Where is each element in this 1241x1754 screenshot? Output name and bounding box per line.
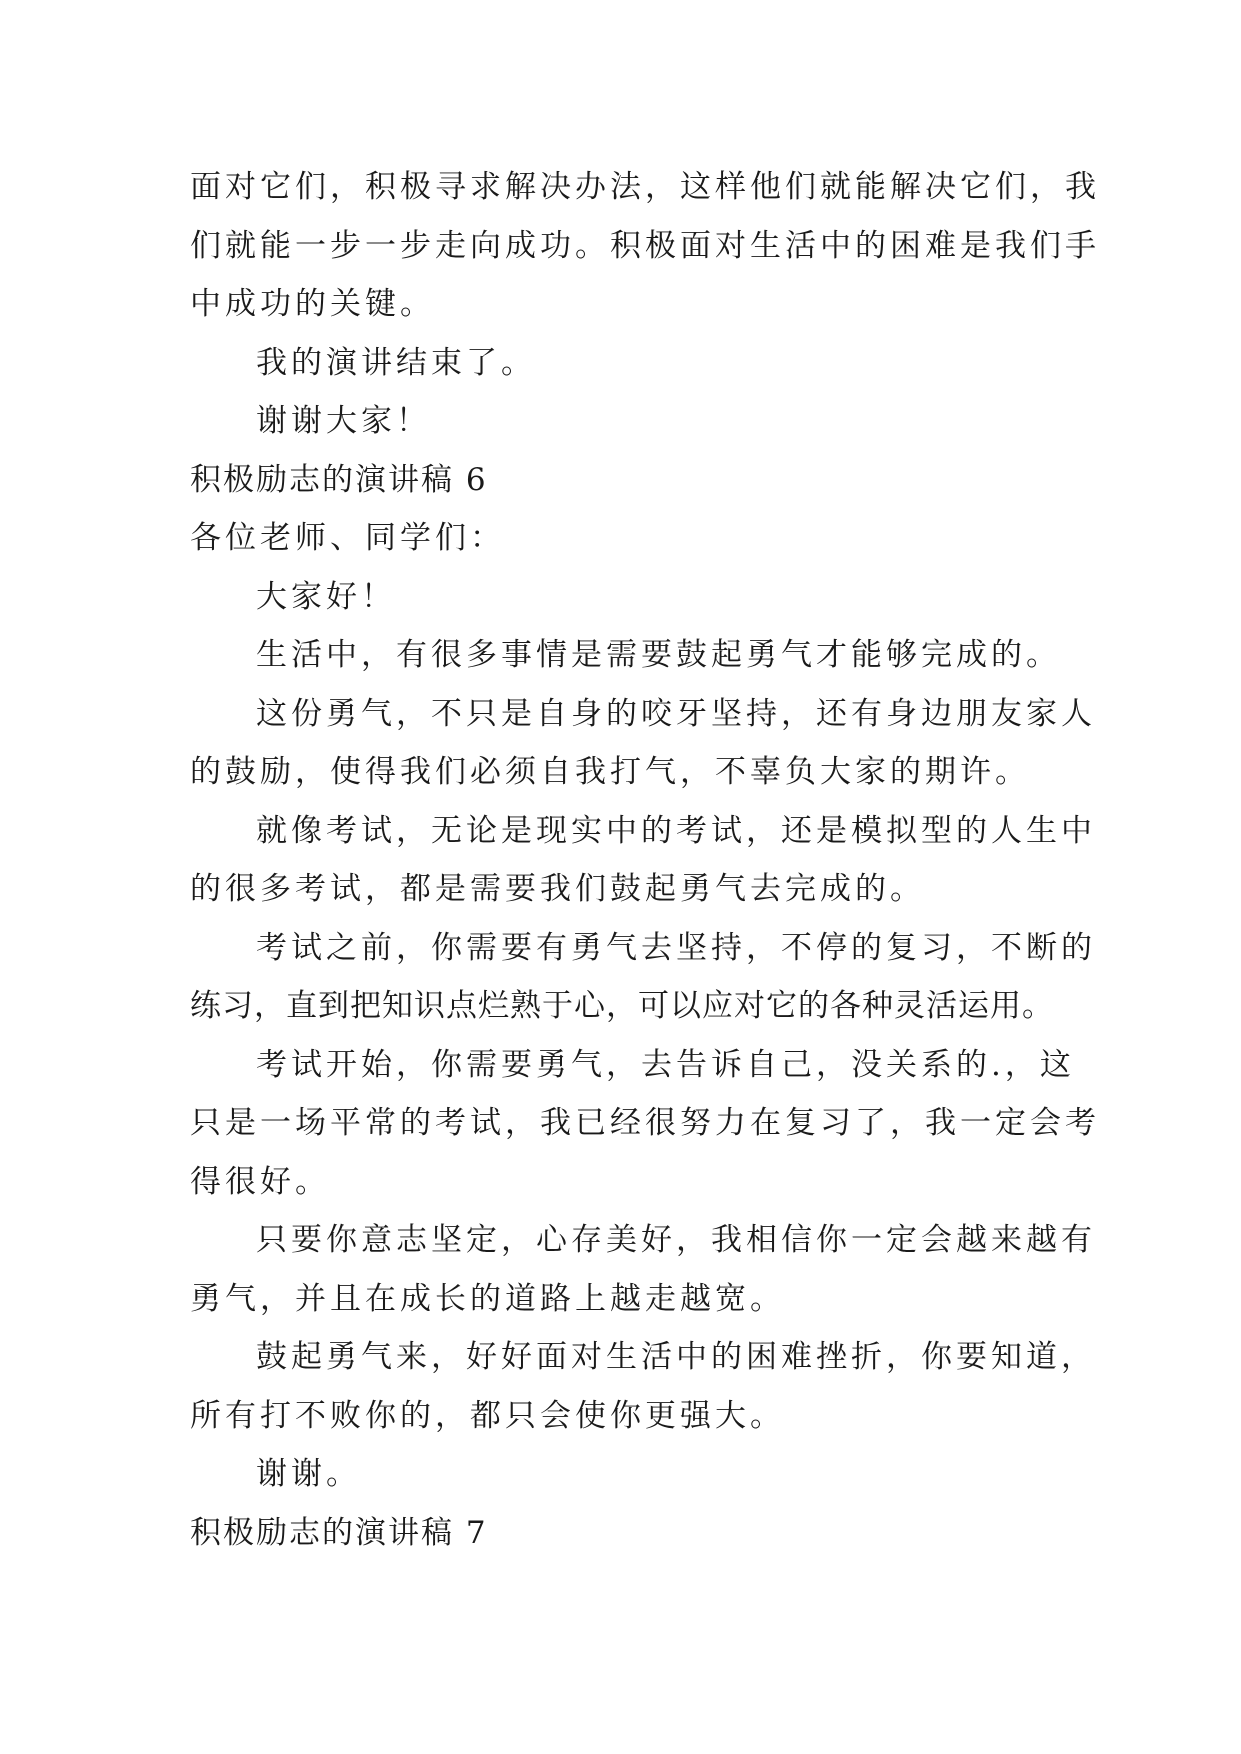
paragraph-line: 生活中，有很多事情是需要鼓起勇气才能够完成的。 (256, 637, 1061, 673)
paragraph-line: 们就能一步一步走向成功。积极面对生活中的困难是我们手 (190, 227, 1100, 264)
salutation-line: 各位老师、同学们： (190, 520, 505, 556)
paragraph-line: 所有打不败你的，都只会使你更强大。 (190, 1397, 785, 1434)
paragraph-line: 练习，直到把知识点烂熟于心，可以应对它的各种灵活运用。 (190, 988, 1054, 1024)
paragraph-line: 中成功的关键。 (190, 286, 435, 322)
paragraph-line: 谢谢大家！ (256, 403, 431, 439)
paragraph-line: 勇气，并且在成长的道路上越走越宽。 (190, 1280, 785, 1317)
section-heading: 积极励志的演讲稿 7 (190, 1514, 488, 1551)
document-body (190, 158, 1100, 1562)
paragraph-line: 就像考试，无论是现实中的考试，还是模拟型的人生中 (256, 812, 1096, 849)
paragraph-line: 我的演讲结束了。 (256, 344, 536, 381)
paragraph-line: 的鼓励，使得我们必须自我打气，不辜负大家的期许。 (190, 754, 1030, 790)
paragraph-line: 只要你意志坚定，心存美好，我相信你一定会越来越有 (256, 1222, 1096, 1258)
paragraph-line: 只是一场平常的考试，我已经很努力在复习了，我一定会考 (190, 1105, 1100, 1141)
section-heading: 积极励志的演讲稿 6 (190, 461, 488, 498)
paragraph-line: 这份勇气，不只是自身的咬牙坚持，还有身边朋友家人 (256, 695, 1096, 732)
paragraph-line: 面对它们，积极寻求解决办法，这样他们就能解决它们，我 (190, 169, 1100, 205)
paragraph-line: 的很多考试，都是需要我们鼓起勇气去完成的。 (190, 871, 925, 907)
paragraph-line: 考试之前，你需要有勇气去坚持，不停的复习，不断的 (256, 929, 1096, 966)
paragraph-line: 大家好！ (256, 578, 396, 615)
paragraph-line: 谢谢。 (256, 1456, 361, 1492)
paragraph-line: 鼓起勇气来，好好面对生活中的困难挫折，你要知道， (256, 1339, 1096, 1375)
paragraph-line: 考试开始，你需要勇气，去告诉自己，没关系的.，这 (256, 1046, 1075, 1083)
paragraph-line: 得很好。 (190, 1163, 330, 1200)
